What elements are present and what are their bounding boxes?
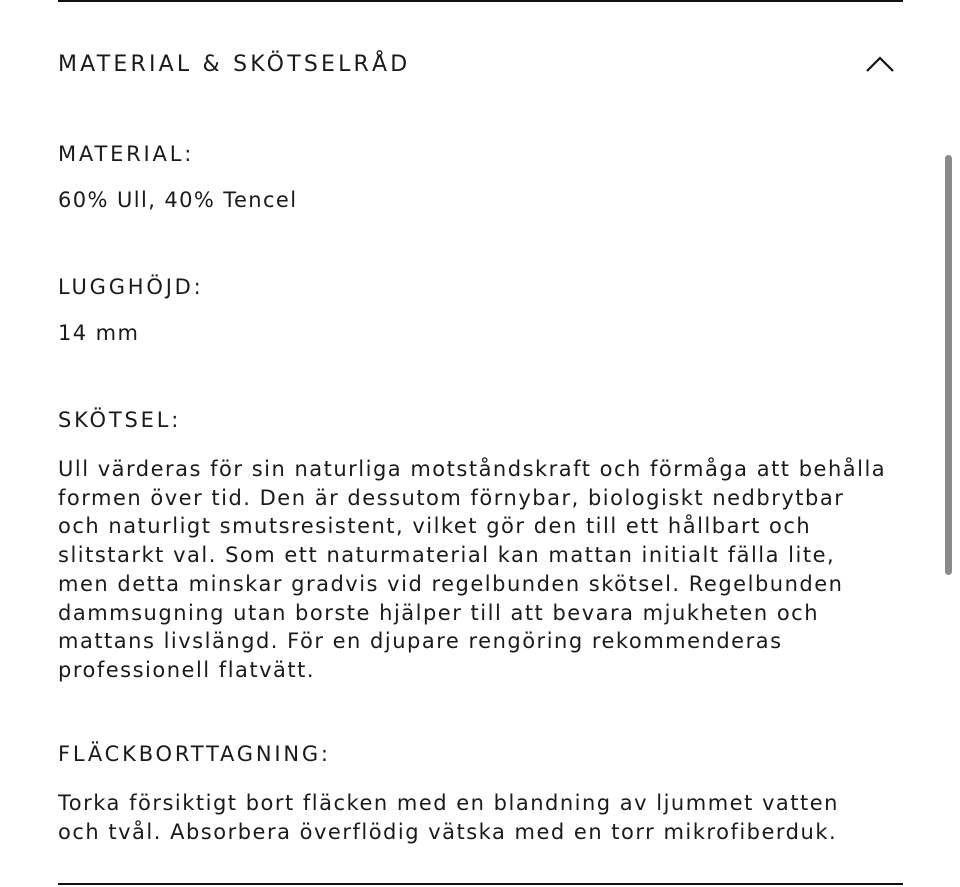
pile-height-label: LUGGHÖJD:	[58, 275, 204, 299]
stain-removal-label: FLÄCKBORTTAGNING:	[58, 742, 331, 766]
care-text-line: Ull värderas för sin naturliga motståndskraft och förmåga att behålla	[58, 457, 887, 481]
care-text-line: formen över tid. Den är dessutom förnybar, biologiskt nedbrytbar	[58, 485, 845, 510]
care-text-line: dammsugning utan borste hjälper till att bevara mjukheten och	[58, 600, 820, 625]
top-divider	[58, 0, 903, 2]
stain-removal-section	[58, 740, 908, 846]
stain-removal-text	[58, 789, 908, 846]
care-text-line: mattans livslängd. För en djupare rengöring rekommenderas	[58, 629, 783, 654]
material-value: 60% Ull, 40% Tencel	[58, 188, 298, 212]
pile-height-section	[58, 273, 908, 348]
care-label: SKÖTSEL:	[58, 408, 182, 432]
material-section	[58, 140, 908, 215]
accordion-header-material-care[interactable]	[58, 40, 903, 88]
care-text	[58, 455, 908, 685]
pile-height-value: 14 mm	[58, 321, 140, 345]
scrollbar-thumb[interactable]	[945, 155, 952, 575]
care-text-line: professionell flatvätt.	[58, 657, 316, 682]
care-text-line: och naturligt smutsresistent, vilket gör den till ett hållbart och	[58, 514, 812, 539]
care-text-line: men detta minskar gradvis vid regelbunden skötsel. Regelbunden	[58, 571, 844, 596]
chevron-up-icon[interactable]	[863, 47, 897, 81]
care-text-line: slitstarkt val. Som ett naturmaterial kan mattan initialt fälla lite,	[58, 543, 836, 568]
stain-removal-text-line: Torka försiktigt bort fläcken med en blandning av ljummet vatten	[58, 791, 839, 815]
stain-removal-text-line: och tvål. Absorbera överflödig vätska med en torr mikrofiberduk.	[58, 819, 838, 844]
bottom-divider	[58, 883, 903, 885]
accordion-title: MATERIAL & SKÖTSELRÅD	[58, 51, 411, 77]
material-label: MATERIAL:	[58, 142, 195, 166]
care-section	[58, 406, 908, 685]
